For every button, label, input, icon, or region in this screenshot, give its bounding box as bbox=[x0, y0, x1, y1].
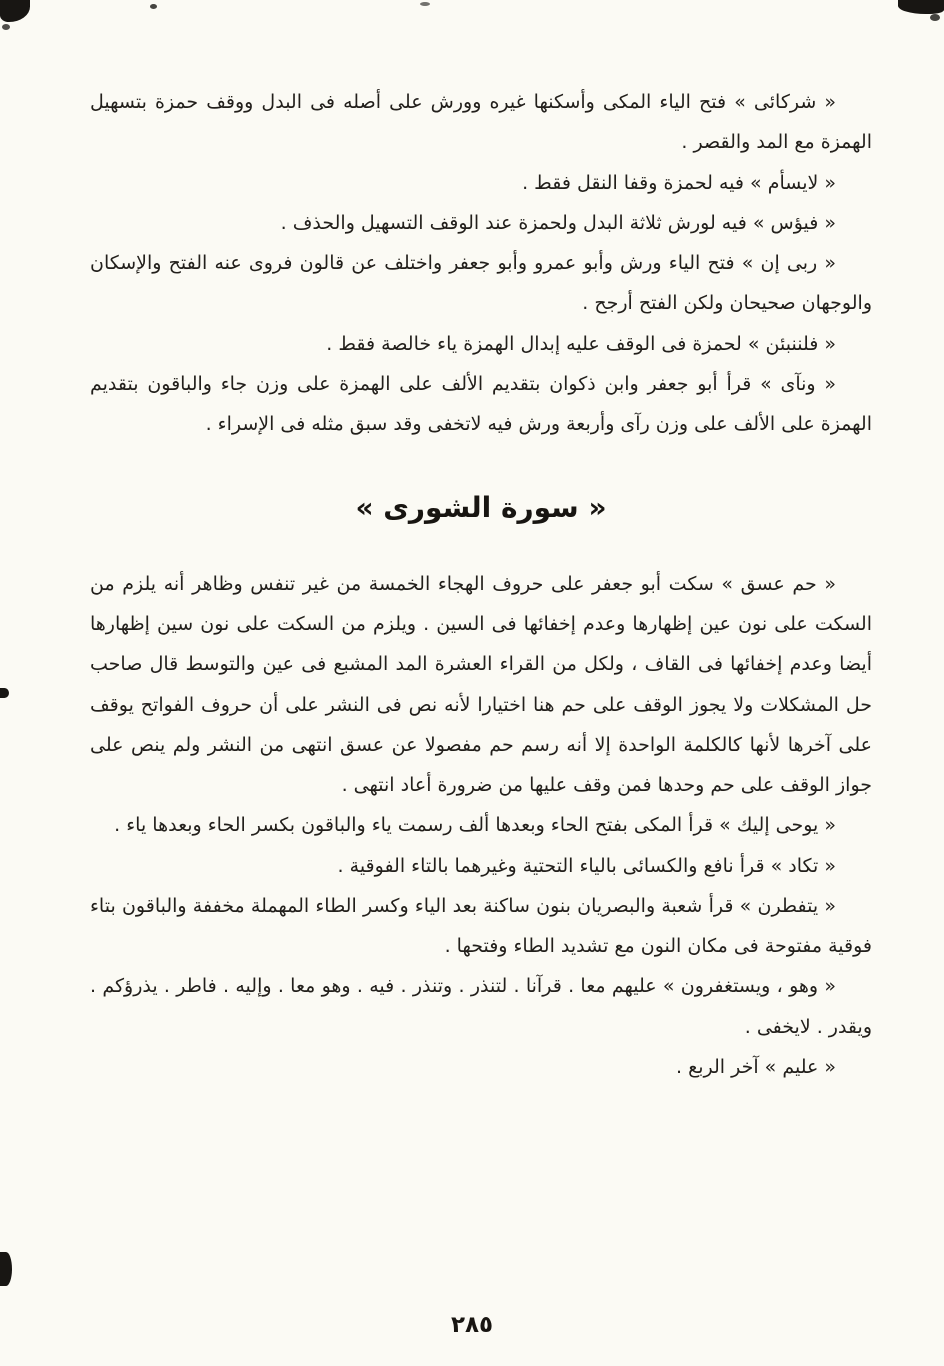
paragraph-sharakai: « شركائى » فتح الياء المكى وأسكنها غيره وورش على أصله فى البدل ووقف حمزة بتسهيل الهمزة مع المد والقصر . bbox=[90, 91, 872, 154]
paragraph-yuha-ilayk: « يوحى إليك » قرأ المكى بفتح الحاء وبعدها ألف رسمت ياء والباقون بكسر الحاء وبعدها ياء . bbox=[114, 814, 836, 837]
page-number: ٢٨٥ bbox=[450, 1312, 494, 1338]
paragraph-takad: « تكاد » قرأ نافع والكسائى بالياء التحتية وغيرهما بالتاء الفوقية . bbox=[337, 854, 836, 877]
paragraph-la-yasam: « لايسأم » فيه لحمزة وقفا النقل فقط . bbox=[522, 171, 836, 194]
paragraph-alim: « عليم » آخر الربع . bbox=[676, 1055, 836, 1078]
scan-artifact bbox=[0, 1252, 12, 1286]
paragraph-yatafattarn: « يتفطرن » قرأ شعبة والبصريان بنون ساكنة بعد الياء وكسر الطاء المهملة مخففة والباقون بتاء فوقية مفتوحة فى مكان النون مع تشديد الطاء وفتحها . bbox=[90, 894, 872, 958]
scan-artifact bbox=[2, 24, 10, 30]
paragraph-falanunabbianna: « فلننبئن » لحمزة فى الوقف عليه إبدال الهمزة ياء خالصة فقط . bbox=[326, 332, 836, 355]
paragraph-wahuwa: « وهو ، ويستغفرون » عليهم معا . قرآنا . لتنذر . وتنذر . فيه . وهو معا . وإليه . فاطر . يذرؤكم . ويقدر . لايخفى . bbox=[90, 975, 872, 1038]
paragraph-fayaus: « فيؤس » فيه لورش ثلاثة البدل ولحمزة عند الوقف التسهيل والحذف . bbox=[280, 211, 836, 234]
paragraph-hm-asq: « حم عسق » سكت أبو جعفر على حروف الهجاء الخمسة من غير تنفس وظاهر أنه يلزم من السكت على نون عين إظهارها وعدم إخفائها فى السين . ويلزم من السكت على نون سين إظهارها أيضا وعدم إخفائها فى القاف ، ولكل من القراء العشرة المد المشبع فى عين والتوسط قال صاحب حل المشكلات ولا يجوز الوقف على حم هنا اختيارا لأنه نص فى النشر على أن حروف الفواتح يوقف على آخرها لأنها كالكلمة الواحدة إلا أنه رسم حم مفصولا عن عسق انتهى من النشر ولم ينص على جواز الوقف على حم وحدها فمن وقف عليها من ضرورة أعاد انتهى . bbox=[90, 572, 872, 797]
scan-artifact bbox=[420, 2, 430, 6]
scan-artifact bbox=[898, 0, 944, 14]
scan-artifact bbox=[150, 4, 157, 9]
scan-artifact bbox=[930, 14, 940, 21]
surah-heading: « سورة الشورى » bbox=[355, 491, 607, 525]
scan-artifact bbox=[0, 688, 9, 698]
paragraph-wanaa: « ونآى » قرأ أبو جعفر وابن ذكوان بتقديم الألف على الهمزة على وزن جاء والباقون بتقديم الهمزة على الألف على وزن رآى وأربعة ورش فيه لاتخفى وقد سبق مثله فى الإسراء . bbox=[90, 372, 872, 436]
scan-artifact bbox=[0, 0, 30, 22]
paragraph-rabbi-inna: « ربى إن » فتح الياء ورش وأبو عمرو وأبو جعفر واختلف عن قالون فروى عنه الفتح والإسكان والوجهان صحيحان ولكن الفتح أرجح . bbox=[90, 252, 872, 315]
page-text bbox=[90, 82, 872, 1087]
